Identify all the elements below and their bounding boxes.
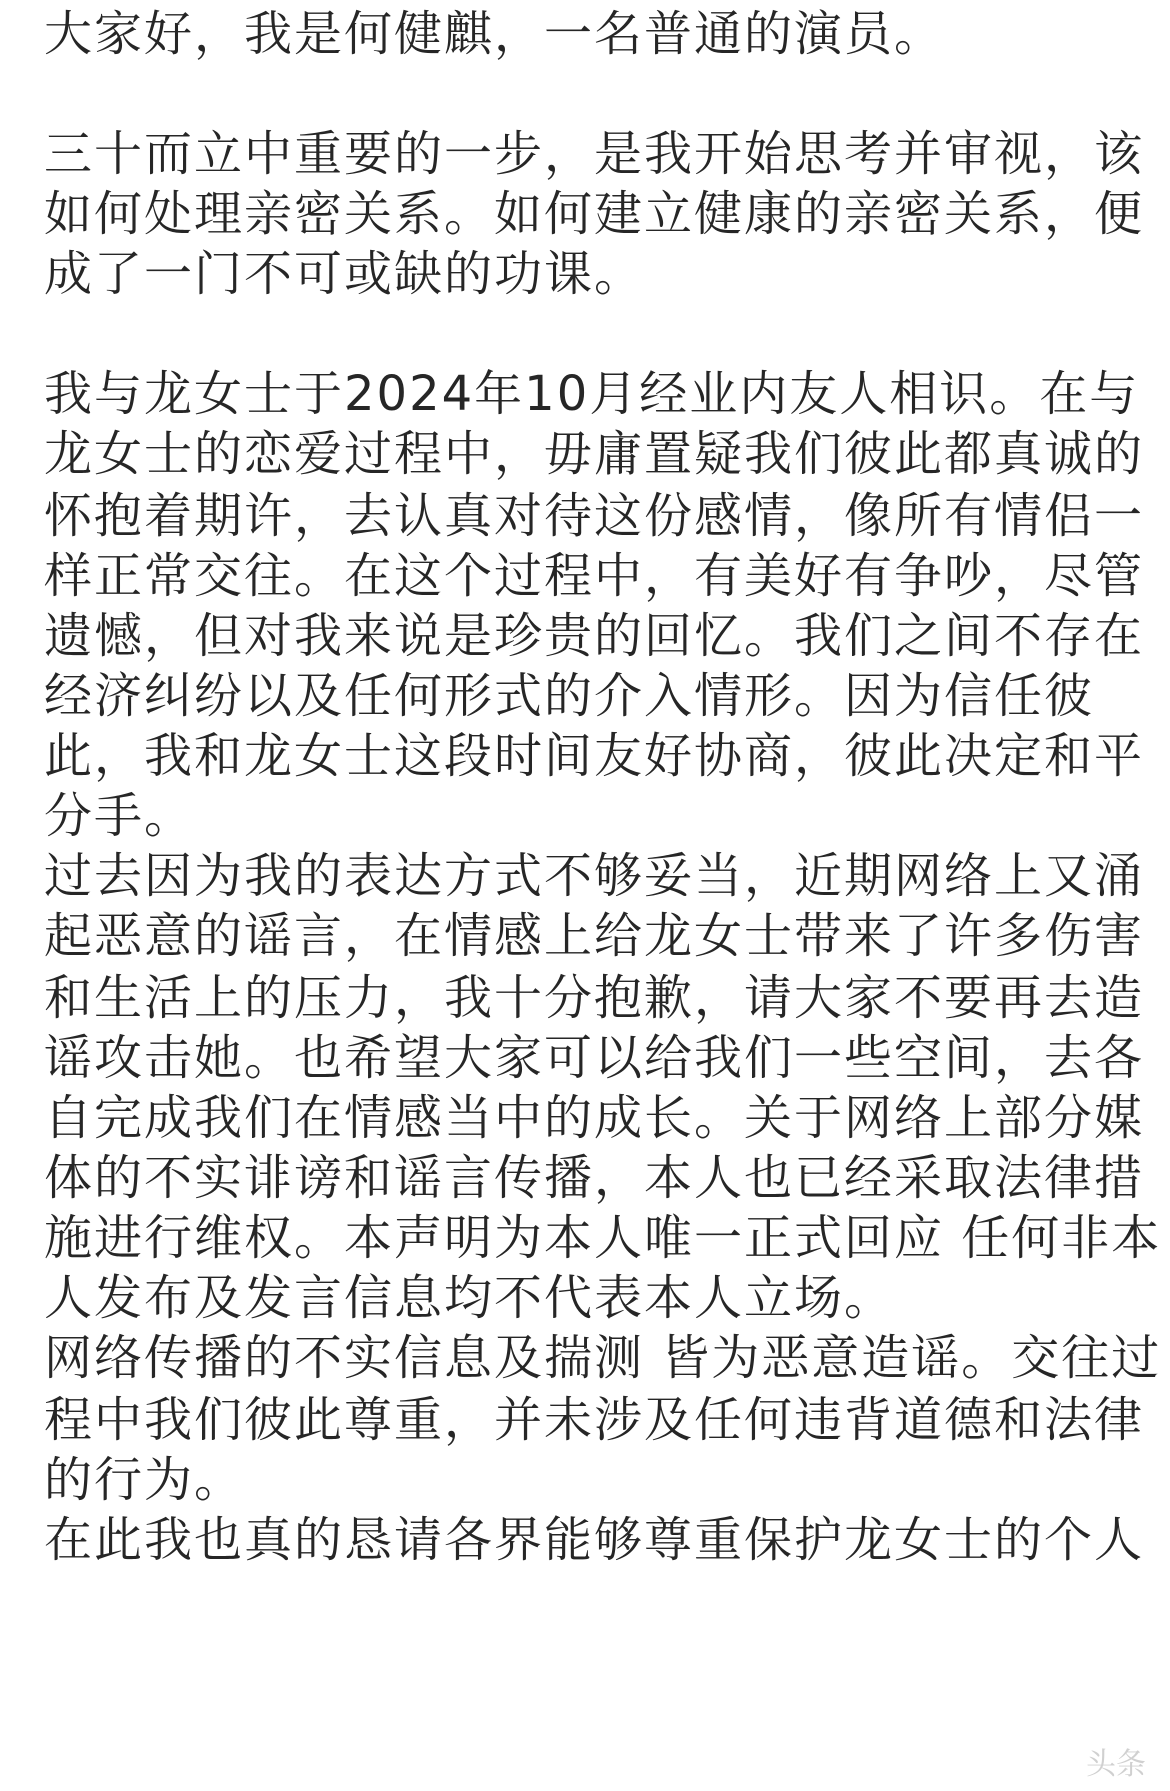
text-line: 谣攻击她。也希望大家可以给我们一些空间，去各 — [44, 1030, 1145, 1086]
text-line: 大家好，我是何健麒，一名普通的演员。 — [44, 6, 945, 62]
text-line: 程中我们彼此尊重，并未涉及任何违背道德和法律 — [44, 1392, 1145, 1448]
text-line: 龙女士的恋爱过程中，毋庸置疑我们彼此都真诚的 — [44, 426, 1145, 482]
text-line: 过去因为我的表达方式不够妥当，近期网络上又涌 — [44, 848, 1145, 904]
text-line: 的行为。 — [44, 1452, 245, 1508]
text-line: 我与龙女士于2024年10月经业内友人相识。在与 — [44, 366, 1140, 422]
watermark: 头条 — [1086, 1747, 1146, 1782]
text-line: 人发布及发言信息均不代表本人立场。 — [44, 1270, 895, 1326]
text-line: 和生活上的压力，我十分抱歉，请大家不要再去造 — [44, 970, 1145, 1026]
text-line: 成了一门不可或缺的功课。 — [44, 246, 645, 302]
text-line: 起恶意的谣言，在情感上给龙女士带来了许多伤害 — [44, 908, 1145, 964]
text-line: 经济纠纷以及任何形式的介入情形。因为信任彼 — [44, 668, 1095, 724]
text-line: 自完成我们在情感当中的成长。关于网络上部分媒 — [44, 1090, 1145, 1146]
text-line: 样正常交往。在这个过程中，有美好有争吵，尽管 — [44, 548, 1145, 604]
text-line: 三十而立中重要的一步，是我开始思考并审视，该 — [44, 126, 1145, 182]
text-line: 此，我和龙女士这段时间友好协商，彼此决定和平 — [44, 728, 1145, 784]
text-line: 分手。 — [44, 788, 195, 844]
text-line: 怀抱着期许，去认真对待这份感情，像所有情侣一 — [44, 488, 1145, 544]
text-line: 体的不实诽谤和谣言传播，本人也已经采取法律措 — [44, 1150, 1145, 1206]
text-line: 网络传播的不实信息及揣测 皆为恶意造谣。交往过 — [44, 1330, 1162, 1386]
text-line: 施进行维权。本声明为本人唯一正式回应 任何非本 — [44, 1210, 1162, 1266]
text-line: 如何处理亲密关系。如何建立健康的亲密关系，便 — [44, 186, 1145, 242]
text-line: 遗憾，但对我来说是珍贵的回忆。我们之间不存在 — [44, 608, 1145, 664]
text-line: 在此我也真的恳请各界能够尊重保护龙女士的个人 — [44, 1512, 1145, 1568]
